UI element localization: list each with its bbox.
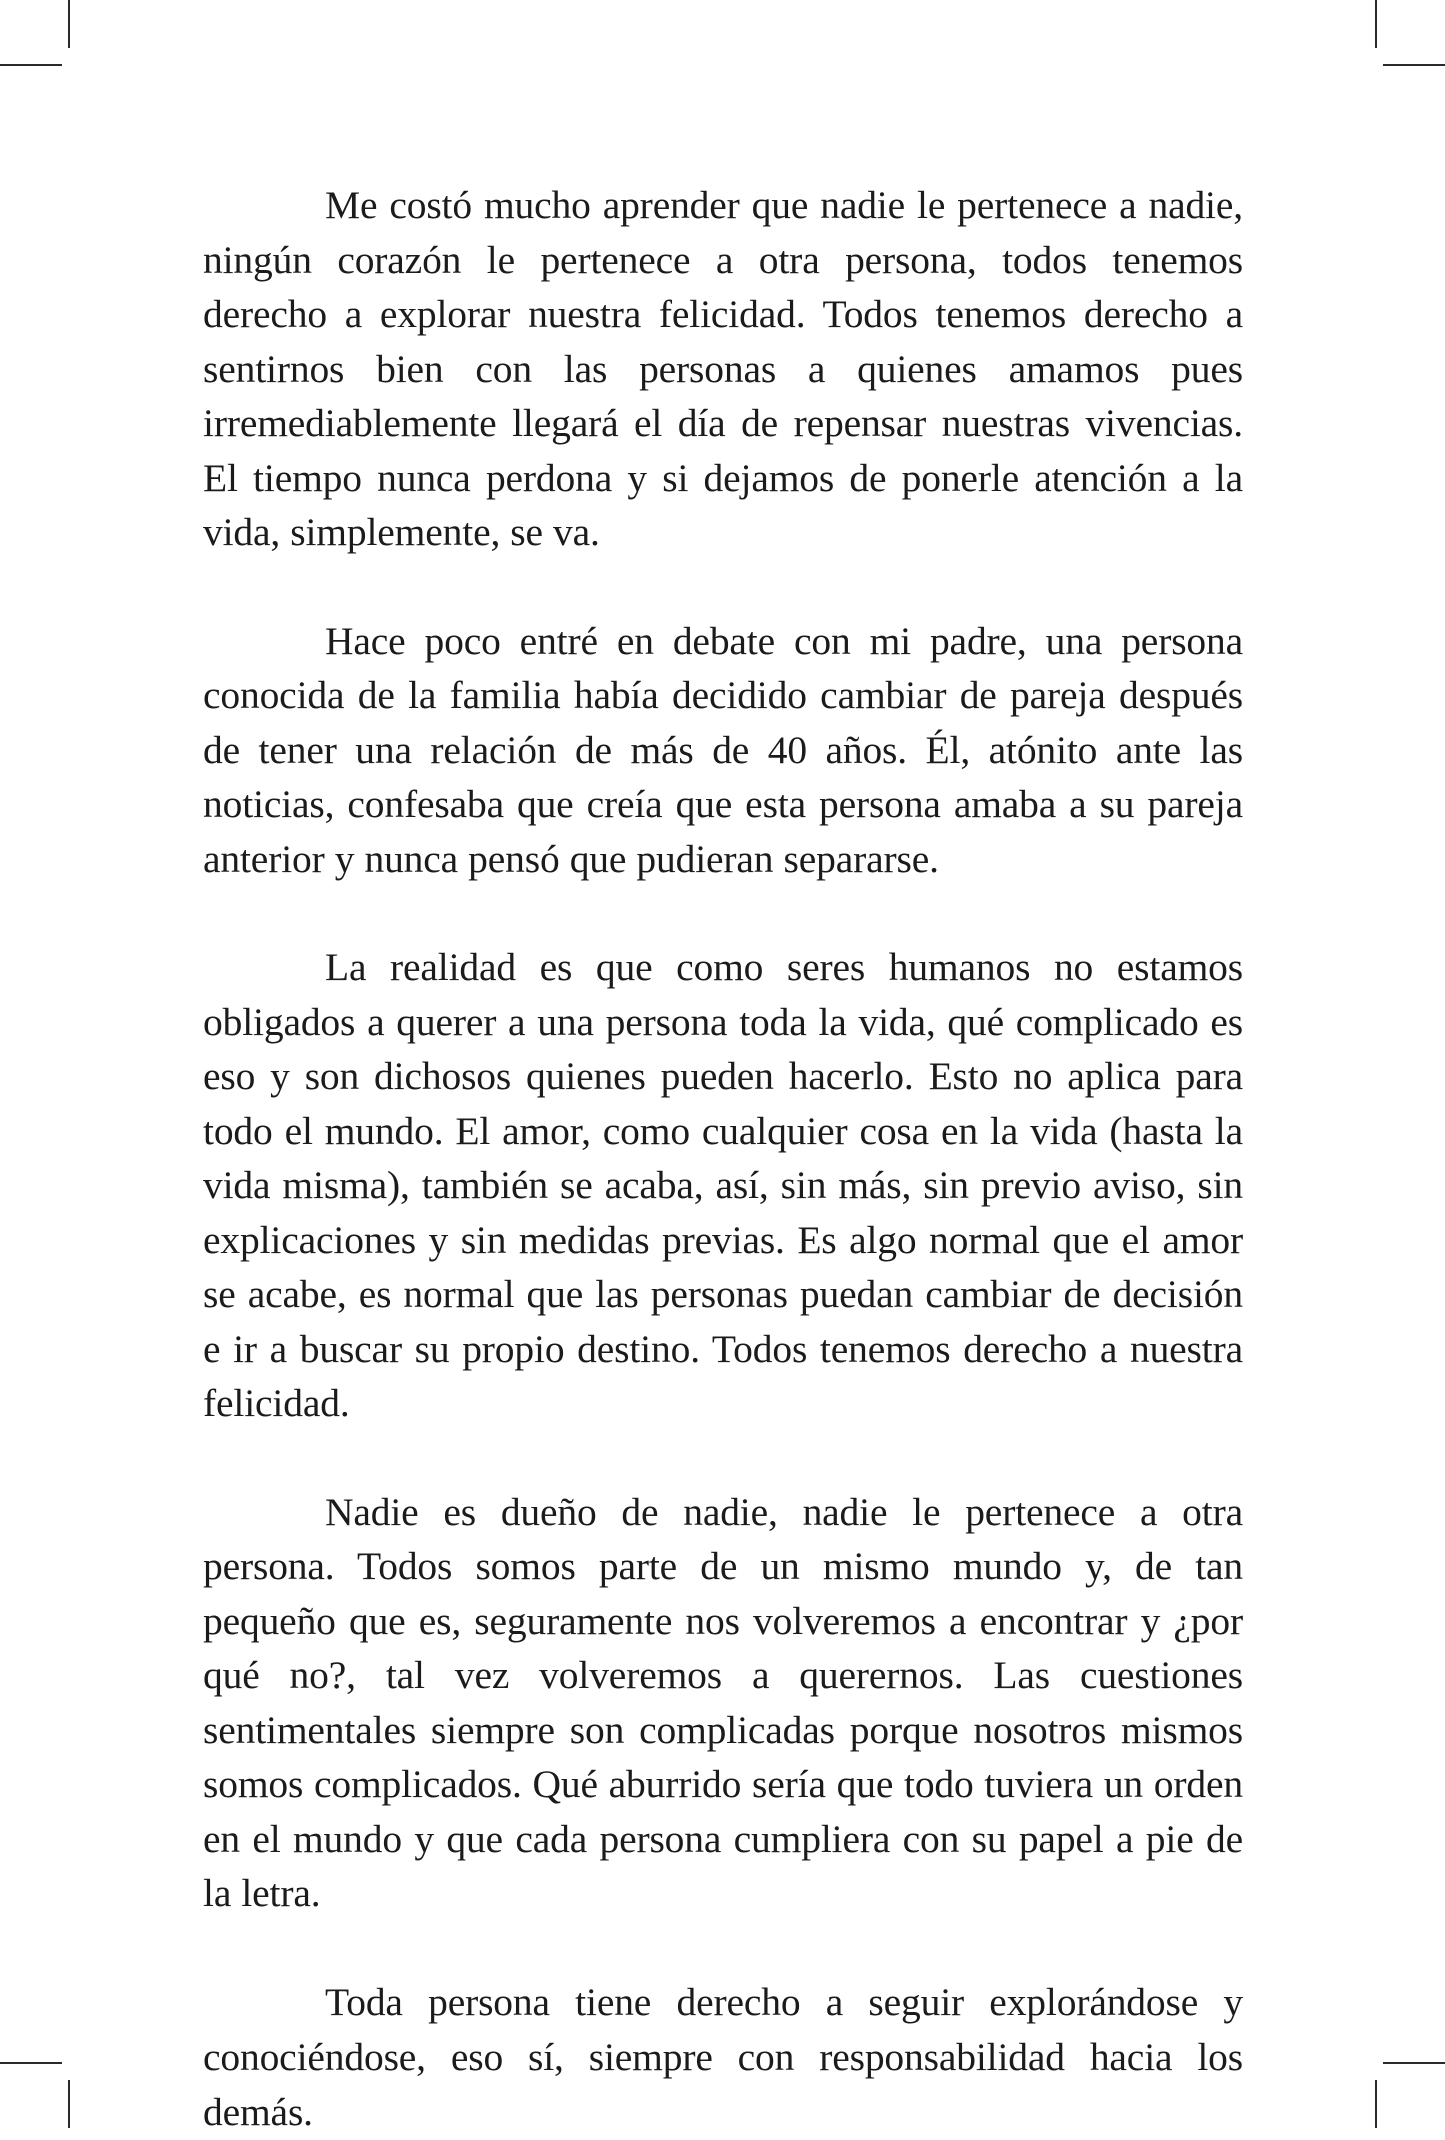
crop-mark-bottom-right-horizontal bbox=[1383, 2062, 1445, 2064]
body-paragraph: La realidad es que como seres humanos no estamos obligados a querer a una persona toda la vida, qué complicado es eso y son dichosos quienes pueden hacerlo. Esto no aplica para todo el mundo. El amor, como cualquier cosa en la vida (hasta la vida misma), también se acaba, así, sin más, sin previo aviso, sin explicaciones y sin medidas previas. Es algo normal que el amor se acabe, es normal que las personas puedan cambiar de decisión e ir a buscar su propio destino. Todos tenemos derecho a nuestra felicidad. bbox=[203, 945, 1243, 1425]
body-paragraph: Nadie es dueño de nadie, nadie le pertenece a otra persona. Todos somos parte de un mismo mundo y, de tan pequeño que es, seguramente nos volveremos a encontrar y ¿por qué no?, tal vez volveremos a querernos. Las cuestiones sentimentales siempre son complicadas porque nosotros mismos somos complicados. Qué aburrido sería que todo tuviera un orden en el mundo y que cada persona cumpliera con su papel a pie de la letra. bbox=[203, 1489, 1243, 1915]
crop-mark-top-left-horizontal bbox=[0, 64, 62, 66]
body-paragraph: Toda persona tiene derecho a seguir explorándose y conociéndose, eso sí, siempre con responsabilidad hacia los demás. bbox=[203, 1979, 1243, 2134]
body-paragraph: Me costó mucho aprender que nadie le pertenece a nadie, ningún corazón le pertenece a otra persona, todos tenemos derecho a explorar nuestra felicidad. Todos tenemos derecho a sentirnos bien con las personas a quienes amamos pues irremediablemente llegará el día de repensar nuestras vivencias. El tiempo nunca perdona y si dejamos de ponerle atención a la vida, simplemente, se va. bbox=[203, 183, 1243, 554]
crop-mark-top-left-vertical bbox=[68, 0, 70, 48]
body-paragraph: Hace poco entré en debate con mi padre, una persona conocida de la familia había decidido cambiar de pareja después de tener una relación de más de 40 años. Él, atónito ante las noticias, confesaba que creía que esta persona amaba a su pareja anterior y nunca pensó que pudieran separarse. bbox=[203, 618, 1243, 881]
crop-mark-bottom-left-horizontal bbox=[0, 2062, 62, 2064]
crop-mark-bottom-left-vertical bbox=[68, 2080, 70, 2128]
crop-mark-top-right-vertical bbox=[1375, 0, 1377, 48]
page-text-block bbox=[203, 178, 1243, 2140]
crop-mark-bottom-right-vertical bbox=[1375, 2080, 1377, 2128]
crop-mark-top-right-horizontal bbox=[1383, 64, 1445, 66]
